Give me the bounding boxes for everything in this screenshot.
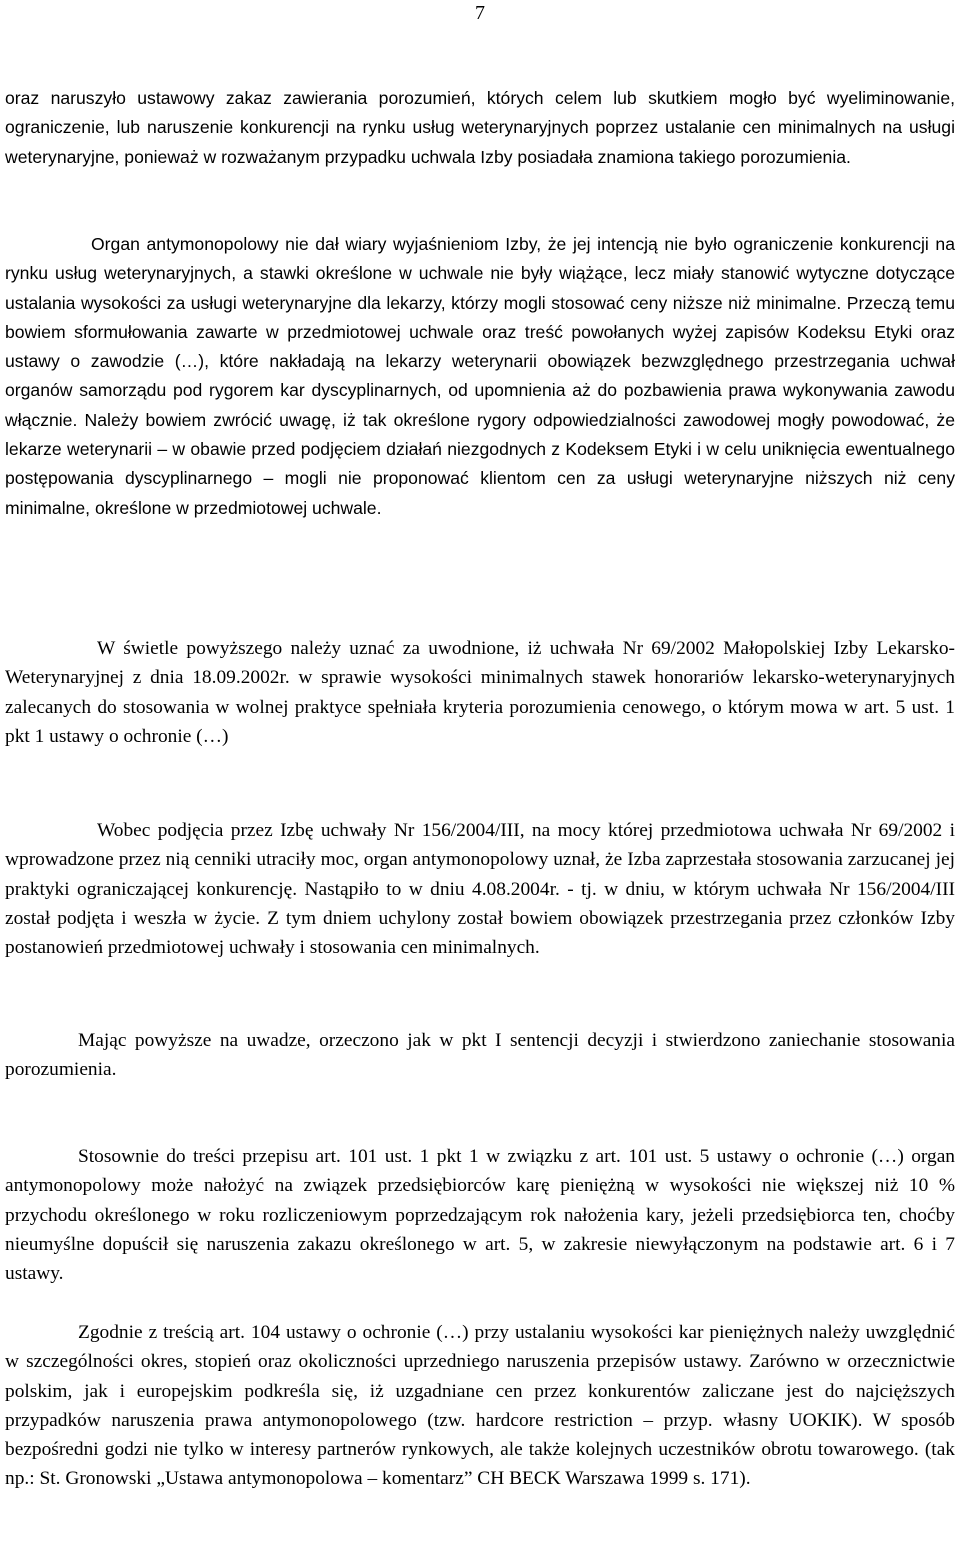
paragraph-3: W świetle powyższego należy uznać za uwodnione, iż uchwała Nr 69/2002 Małopolskiej Izby Lekarsko-Weterynaryjnej z dnia 18.09.2002r. w sprawie wysokości minimalnych stawek honorariów lekarsko-weterynaryjnych zalecanych do stosowania w wolnej praktyce spełniała kryteria porozumienia cenowego, o którym mowa w art. 5 ust. 1 pkt 1 ustawy o ochronie (…): [5, 638, 955, 747]
page-number: 7: [475, 2, 485, 24]
paragraph-5: Mając powyższe na uwadze, orzeczono jak w pkt I sentencji decyzji i stwierdzono zaniechanie stosowania porozumienia.: [5, 1030, 955, 1081]
paragraph-1: oraz naruszyło ustawowy zakaz zawierania porozumień, których celem lub skutkiem mogło być wyeliminowanie, ograniczenie, lub naruszenie konkurencji na rynku usług weterynaryjnych poprzez ustalanie cen minimalnych na usługi weterynaryjne, ponieważ w rozważanym przypadku uchwala Izby posiadała znamiona takiego porozumienia.: [5, 88, 955, 167]
paragraph-7: Zgodnie z treścią art. 104 ustawy o ochronie (…) przy ustalaniu wysokości kar pieniężnych należy uwzględnić w szczególności okres, stopień oraz okoliczności uprzedniego naruszenia przepisów ustawy. Zarówno w orzecznictwie polskim, jak i europejskim podkreśla się, iż uzgadniane cen przez konkurentów zaliczane jest do najcięższych przypadków naruszenia prawa antymonopolowego (tzw. hardcore restriction – przyp. własny UOKIK). W sposób bezpośredni godzi nie tylko w interesy partnerów rynkowych, ale także kolejnych uczestników obrotu towarowego. (tak np.: St. Gronowski „Ustawa antymonopolowa – komentarz” CH BECK Warszawa 1999 s. 171).: [5, 1322, 955, 1490]
paragraph-2: Organ antymonopolowy nie dał wiary wyjaśnieniom Izby, że jej intencją nie było ograniczenie konkurencji na rynku usług weterynaryjnych, a stawki określone w uchwale nie były wiążące, lecz miały stanowić wytyczne dotyczące ustalania wysokości za usługi weterynaryjne dla lekarzy, którzy mogli stosować ceny niższe niż minimalne. Przeczą temu bowiem sformułowania zawarte w przedmiotowej uchwale oraz treść powołanych wyżej zapisów Kodeksu Etyki oraz ustawy o zawodzie (…), które nakładają na lekarzy weterynarii obowiązek bezwzględnego przestrzegania uchwał organów samorządu pod rygorem kar dyscyplinarnych, od upomnienia aż do pozbawienia prawa wykonywania zawodu włącznie. Należy bowiem zwrócić uwagę, iż tak określone rygory odpowiedzialności zawodowej mogły powodować, że lekarze weterynarii – w obawie przed podjęciem działań niezgodnych z Kodeksem Etyki i w celu uniknięcia ewentualnego postępowania dyscyplinarnego – mogli nie proponować klientom cen za usługi weterynaryjne niższych niż ceny minimalne, określone w przedmiotowej uchwale.: [5, 234, 955, 518]
paragraph-4: Wobec podjęcia przez Izbę uchwały Nr 156/2004/III, na mocy której przedmiotowa uchwała Nr 69/2002 i wprowadzone przez nią cenniki utraciły moc, organ antymonopolowy uznał, że Izba zaprzestała stosowania zarzucanej jej praktyki ograniczającej konkurencję. Nastąpiło to w dniu 4.08.2004r. - tj. w dniu, w którym uchwała Nr 156/2004/III został podjęta i weszła w życie. Z tym dniem uchylony został bowiem obowiązek przestrzegania przez członków Izby postanowień przedmiotowej uchwały i stosowania cen minimalnych.: [5, 820, 955, 959]
paragraph-6: Stosownie do treści przepisu art. 101 ust. 1 pkt 1 w związku z art. 101 ust. 5 ustawy o ochronie (…) organ antymonopolowy może nałożyć na związek przedsiębiorców karę pieniężną w wysokości nie większej niż 10 % przychodu określonego w roku rozliczeniowym poprzedzającym rok nałożenia kary, jeżeli przedsiębiorca ten, choćby nieumyślne dopuścił się naruszenia zakazu określonego w art. 5, w zakresie niewyłączonym na podstawie art. 6 i 7 ustawy.: [5, 1146, 955, 1285]
